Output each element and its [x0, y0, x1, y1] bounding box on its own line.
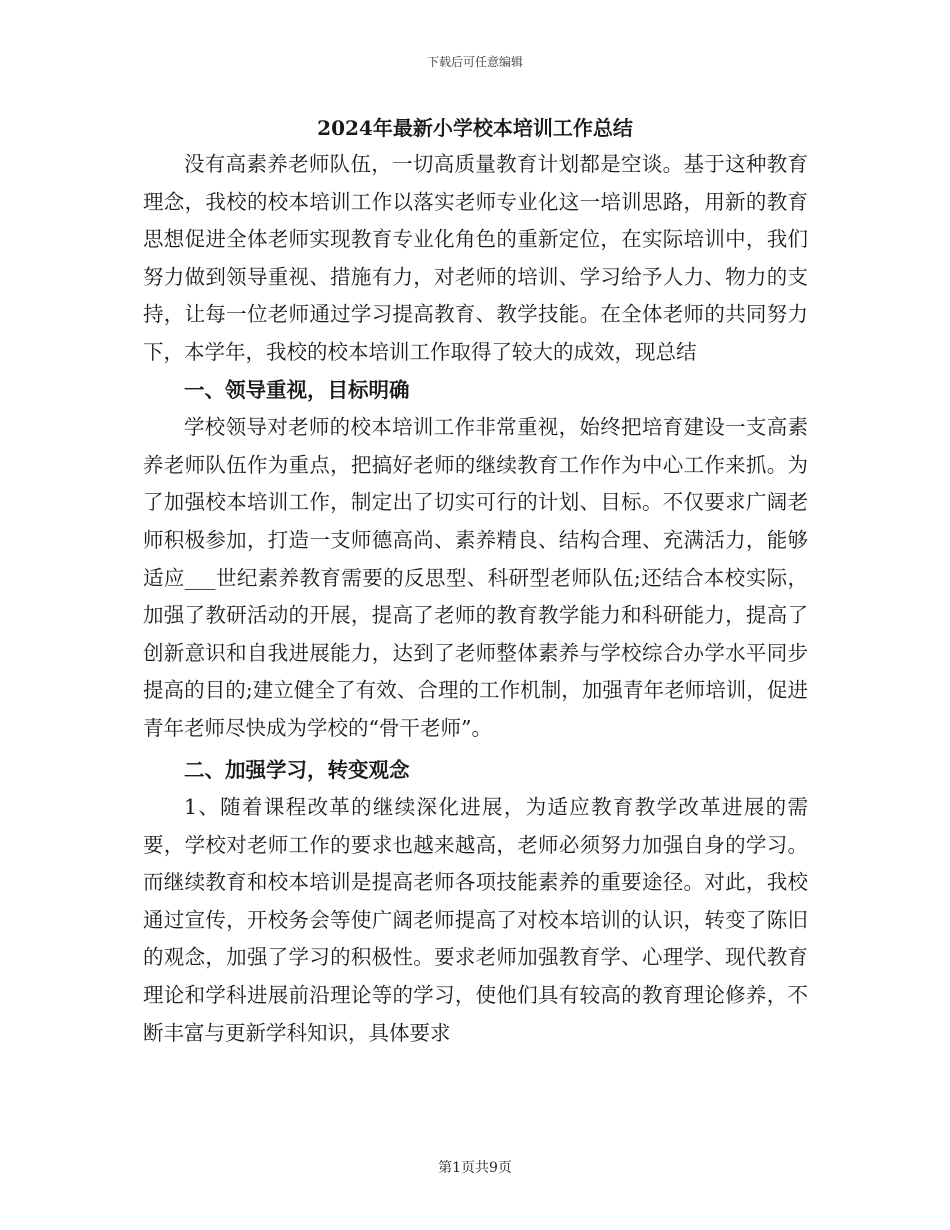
document-title: 2024年最新小学校本培训工作总结 [317, 116, 633, 140]
paragraph-section-1: 学校领导对老师的校本培训工作非常重视，始终把培育建设一支高素养老师队伍作为重点，把搞好老师的继续教育工作作为中心工作来抓。为了加强校本培训工作，制定出了切实可行的计划、目标。不仅要求广阔老师积极参加，打造一支师德高尚、素养精良、结构合理、充满活力，能够适应___世纪素养教育需要的反思型、科研型老师队伍;还结合本校实际，加强了教研活动的开展，提高了老师的教育教学能力和科研能力，提高了创新意识和自我进展能力，达到了老师整体素养与学校综合办学水平同步提高的目的;建立健全了有效、合理的工作机制，加强青年老师培训，促进青年老师尽快成为学校的“骨干老师”。 [143, 415, 808, 740]
section-heading-1: 一、领导重视，目标明确 [184, 377, 410, 402]
document-body [143, 146, 808, 1052]
paragraph-intro: 没有高素养老师队伍，一切高质量教育计划都是空谈。基于这种教育理念，我校的校本培训工作以落实老师专业化这一培训思路，用新的教育思想促进全体老师实现教育专业化角色的重新定位，在实际培训中，我们努力做到领导重视、措施有力，对老师的培训、学习给予人力、物力的支持，让每一位老师通过学习提高教育、教学技能。在全体老师的共同努力下，本学年，我校的校本培训工作取得了较大的成效，现总结 [143, 152, 808, 364]
section-heading-2: 二、加强学习，转变观念 [184, 757, 410, 782]
paragraph-section-2: 1、随着课程改革的继续深化进展，为适应教育教学改革进展的需要，学校对老师工作的要求也越来越高，老师必须努力加强自身的学习。而继续教育和校本培训是提高老师各项技能素养的重要途径。对此，我校通过宣传，开校务会等使广阔老师提高了对校本培训的认识，转变了陈旧的观念，加强了学习的积极性。要求老师加强教育学、心理学、现代教育理论和学科进展前沿理论等的学习，使他们具有较高的教育理论修养，不断丰富与更新学科知识，具体要求 [143, 795, 808, 1045]
page-footer: 第1页共9页 [438, 1160, 512, 1176]
header-note: 下载后可任意编辑 [426, 55, 523, 69]
